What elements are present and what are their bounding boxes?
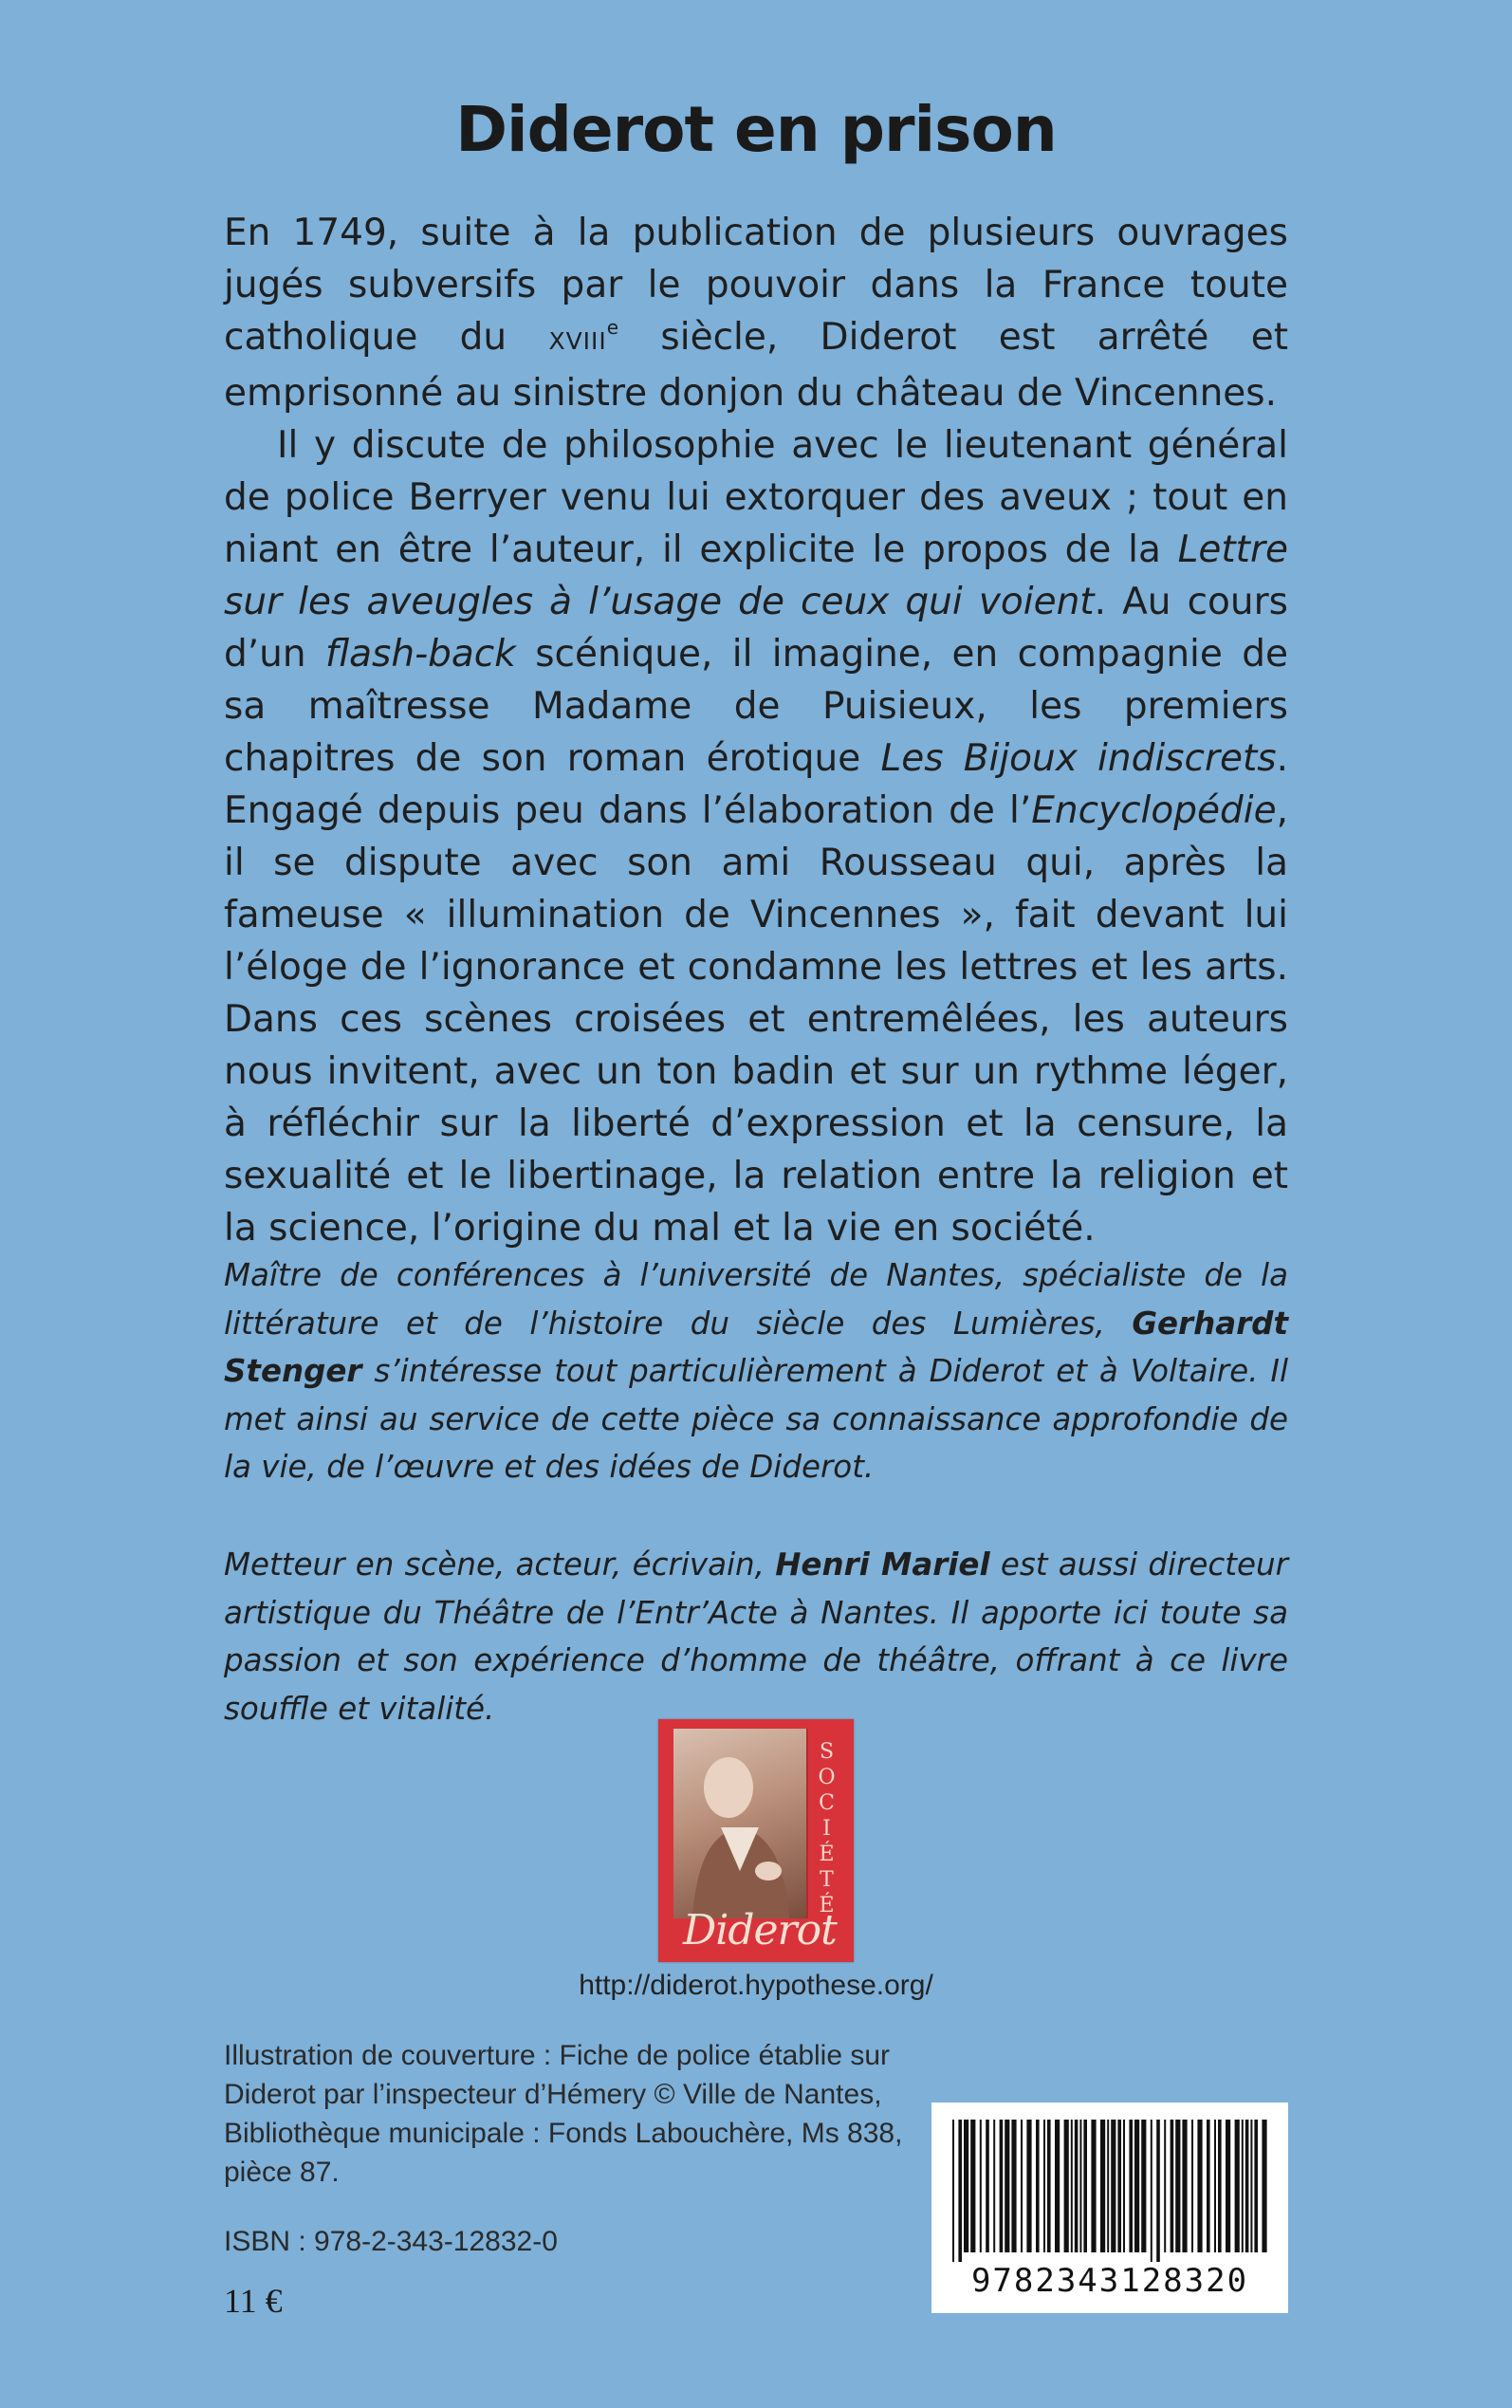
work-title-encyclopedie: Encyclopédie [1031, 789, 1277, 832]
barcode-bar [1043, 2120, 1045, 2252]
barcode-bar [1207, 2120, 1210, 2252]
barcode-bar [1197, 2120, 1202, 2252]
author-bio-mariel: Metteur en scène, acteur, écrivain, Henri Mariel est aussi directeur artistique du Théâtre de l’Entr’Acte à Nantes. Il apporte ici toute sa passion et son expérience d’homme de théâtre, offrant à ce livre souffle et vitalité. [224, 1547, 1288, 1727]
work-title-lettre: Lettre sur les aveugles à l’usage de ceux qui voient [224, 528, 1288, 623]
author-name-stenger: Gerhardt Stenger [224, 1305, 1288, 1389]
societe-diderot-logo [658, 1719, 854, 1962]
barcode-bar [1242, 2120, 1244, 2252]
barcode-bar [1245, 2120, 1249, 2252]
barcode-bar [1117, 2120, 1121, 2252]
barcode-bar [952, 2120, 954, 2262]
website-link[interactable]: http://diderot.hypothese.org/ [579, 1970, 933, 2001]
barcode-bar [1047, 2120, 1051, 2252]
barcode-bar [980, 2120, 982, 2252]
work-title-bijoux: Les Bijoux indiscrets [880, 737, 1277, 780]
barcode-bar [1005, 2120, 1009, 2252]
barcode-bar [1141, 2120, 1146, 2252]
barcode-bar [1156, 2120, 1160, 2262]
diderot-portrait-image [673, 1729, 808, 1918]
barcode-bar [1171, 2120, 1174, 2252]
barcode-bar [1226, 2120, 1230, 2252]
barcode-bar [1083, 2120, 1087, 2252]
barcode-bar [1191, 2120, 1193, 2252]
barcode-digits: 9782343128320 [970, 2262, 1249, 2300]
barcode-bar [964, 2120, 968, 2252]
summary-text [224, 207, 1288, 1254]
barcode-bar [958, 2120, 962, 2262]
author-bio-stenger: Maître de conférences à l’université de Nantes, spécialiste de la littérature et de l’histoire du siècle des Lumières, Gerhardt Stenger s’intéresse tout particulièrement à Diderot et à Voltaire. Il met ainsi au service de cette pièce sa connaissance approfondie de la vie, de l’œuvre et des idées de Diderot. [224, 1257, 1288, 1485]
barcode-bar [1134, 2120, 1139, 2252]
barcode-bar [1100, 2120, 1105, 2252]
barcode-bar [1079, 2120, 1081, 2252]
barcode-bar [1026, 2120, 1031, 2252]
author-name-mariel: Henri Mariel [775, 1547, 990, 1583]
isbn-number: ISBN : 978-2-343-12832-0 [224, 2226, 558, 2257]
summary-paragraph-2: Il y discute de philosophie avec le lieutenant général de police Berryer venu lui extorquer des aveux ; tout en niant en être l’auteur, il explicite le propos de la Lettre sur les aveugles à l’usage de ceux qui voient. Au cours d’un flash-back scénique, il imagine, en compagnie de sa maîtresse Madame de Puisieux, les premiers chapitres de son roman érotique Les Bijoux indiscrets. Engagé depuis peu dans l’élaboration de l’Encyclopédie, il se dispute avec son ami Rousseau qui, après la fameuse « illumination de Vincennes », fait devant lui l’éloge de l’ignorance et condamne les lettres et les arts. Dans ces scènes croisées et entremêlées, les auteurs nous invitent, avec un ton badin et sur un rythme léger, à réfléchir sur la liberté d’expression et la censure, la sexualité et le libertinage, la relation entre la religion et la science, l’origine du mal et la vie en société. [224, 424, 1288, 1250]
cover-illustration-credits: Illustration de couverture : Fiche de police établie sur Diderot par l’inspecteur d’Hémery © Ville de Nantes, Bibliothèque municipale : Fonds Labouchère, Ms 838, pièce 87. [224, 2040, 903, 2188]
barcode-bar [1107, 2120, 1109, 2252]
barcode-bar [1111, 2120, 1116, 2252]
barcode-bar [1129, 2120, 1133, 2252]
barcode-bar [1064, 2120, 1069, 2252]
barcode-bar [1250, 2120, 1252, 2252]
barcode-bar [970, 2120, 975, 2252]
barcode-bar [986, 2120, 989, 2252]
barcode-bar [1254, 2120, 1258, 2252]
term-flash-back: flash-back [324, 633, 516, 676]
barcode-bar [1021, 2120, 1023, 2252]
barcode-bar [1182, 2120, 1187, 2252]
societe-vertical-text: SOCIÉTÉ [815, 1740, 839, 1919]
barcode-bar [1235, 2120, 1240, 2252]
summary-paragraph-1: En 1749, suite à la publication de plusieurs ouvrages jugés subversifs par le pouvoir dans la France toute catholique du XVIIIe siècle, Diderot est arrêté et emprisonné au sinistre donjon du château de Vincennes. [224, 212, 1288, 415]
barcode-bar [1011, 2120, 1016, 2252]
barcode-bars-icon [931, 2102, 1288, 2264]
century-numeral: XVIII [548, 327, 607, 355]
price: 11 € [224, 2282, 283, 2320]
barcode-bar [1214, 2120, 1216, 2252]
barcode-bar [1262, 2120, 1266, 2252]
century-superscript: e [606, 316, 619, 339]
barcode-bar [1123, 2120, 1125, 2252]
book-title: Diderot en prison [455, 93, 1057, 166]
barcode-bar [1164, 2120, 1166, 2252]
barcode-bar [1000, 2120, 1004, 2252]
barcode-bar [1075, 2120, 1079, 2252]
barcode-bar [1036, 2120, 1040, 2252]
portrait-figure-icon [673, 1729, 806, 1918]
barcode-bar [1151, 2120, 1152, 2262]
barcode [931, 2102, 1288, 2313]
barcode-bar [1071, 2120, 1073, 2252]
diderot-signature: Diderot [683, 1906, 837, 1954]
barcode-bar [993, 2120, 995, 2252]
barcode-bar [1091, 2120, 1096, 2252]
barcode-bar [1218, 2120, 1222, 2252]
barcode-bar [1175, 2120, 1180, 2252]
barcode-bar [1055, 2120, 1060, 2252]
